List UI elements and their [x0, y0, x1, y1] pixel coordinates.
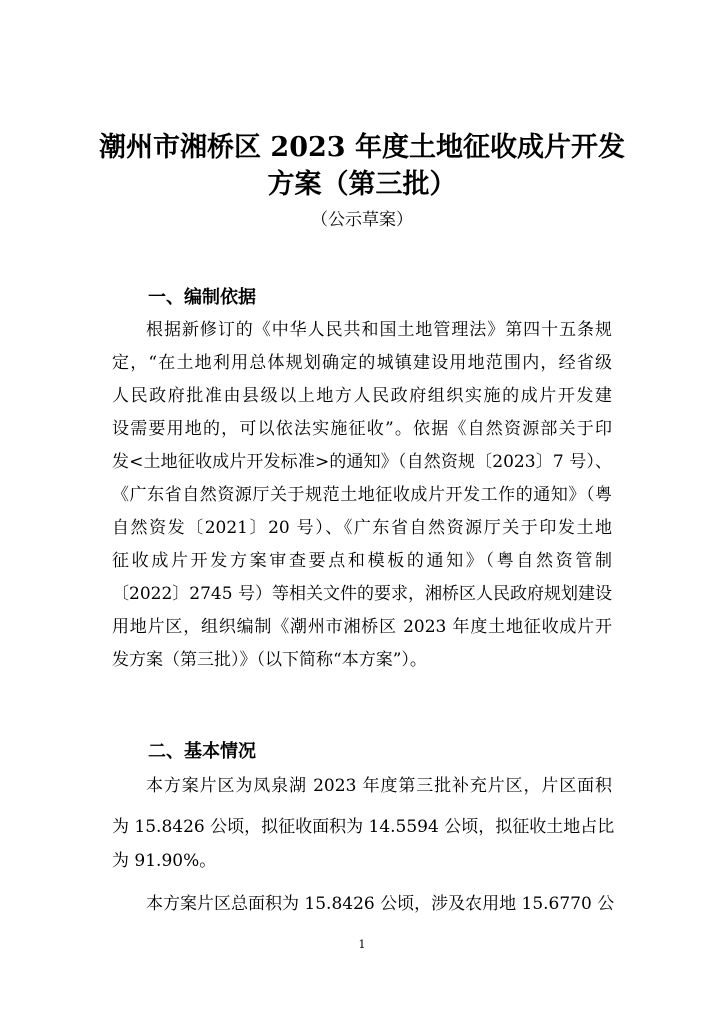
basic-info-text-line: 为 15.8426 公顷，拟征收面积为 14.5594 公顷，拟征收土地占比 [112, 817, 615, 837]
basic-info-text-line: 本方案片区为凤泉湖 2023 年度第三批补充片区，片区面积 [146, 776, 612, 796]
basis-text-line: 自然资发〔2021〕20 号）、《广东省自然资源厅关于印发土地 [112, 518, 612, 538]
basis-text-line: 征收成片开发方案审查要点和模板的通知》（粤自然资管制 [112, 551, 612, 571]
basis-text-line: 《广东省自然资源厅关于规范土地征收成片开发工作的通知》（粤 [112, 485, 612, 505]
basis-text-line: 设需要用地的，可以依法实施征收”。依据《自然资源部关于印 [112, 419, 612, 439]
basis-text-line: 发方案（第三批）》（以下简称“本方案”）。 [112, 650, 427, 670]
section-heading-basis: 一、编制依据 [148, 287, 256, 308]
document-title-line-2: 方案（第三批） [267, 169, 457, 200]
basis-text-line: 用地片区，组织编制《潮州市湘桥区 2023 年度土地征收成片开 [112, 617, 612, 637]
document-title-line-1: 潮州市湘桥区 2023 年度土地征收成片开发 [99, 132, 625, 163]
basis-text-line: 〔2022〕2745 号）等相关文件的要求，湘桥区人民政府规划建设 [112, 584, 612, 604]
document-subtitle: （公示草案） [311, 210, 413, 230]
section-heading-basic-info: 二、基本情况 [148, 741, 256, 762]
basis-text-line: 根据新修订的《中华人民共和国土地管理法》第四十五条规 [146, 320, 612, 340]
page-number: 1 [358, 938, 366, 951]
basis-text-line: 人民政府批准由县级以上地方人民政府组织实施的成片开发建 [112, 386, 612, 406]
basis-text-line: 发<土地征收成片开发标准>的通知》（自然资规〔2023〕7 号）、 [112, 452, 612, 472]
basis-text-line: 定，“在土地利用总体规划确定的城镇建设用地范围内，经省级 [112, 353, 612, 373]
basic-info-text-line: 为 91.90%。 [112, 851, 217, 871]
basic-info-text-line: 本方案片区总面积为 15.8426 公顷，涉及农用地 15.6770 公 [146, 894, 615, 914]
